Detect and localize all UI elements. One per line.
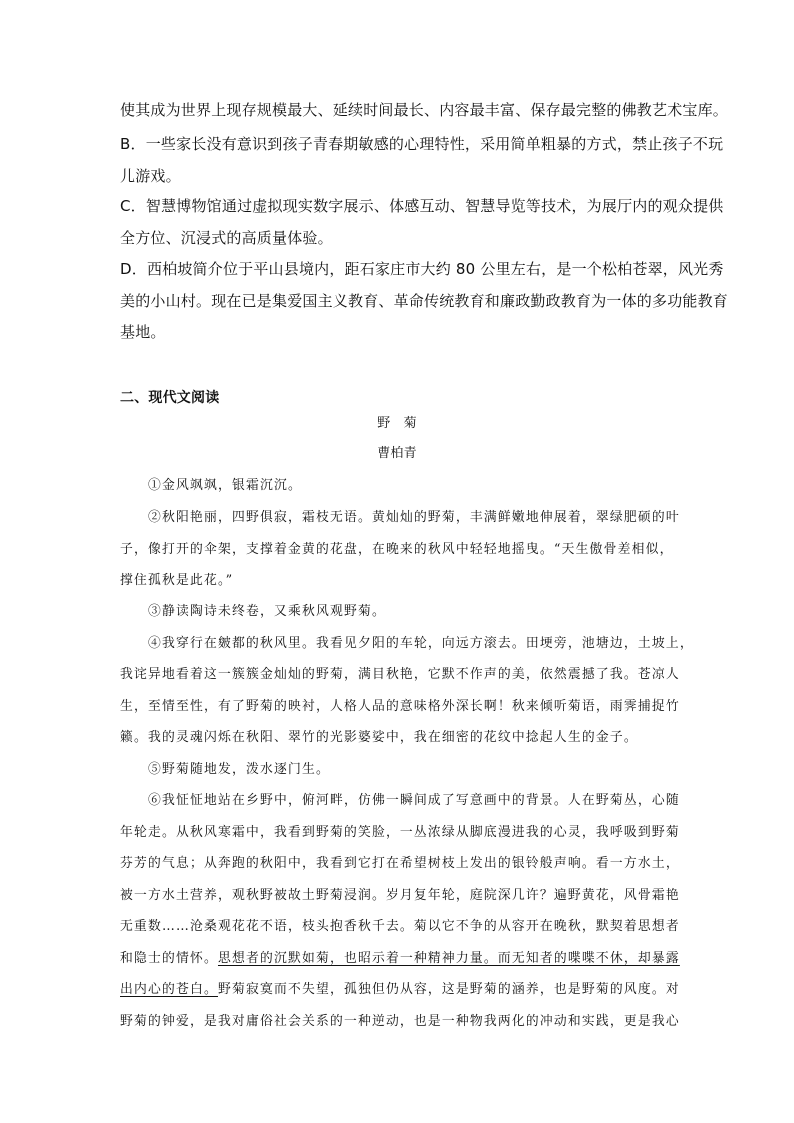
paragraph-4-line: 我诧异地看着这一簇簇金灿灿的野菊，满目秋艳，它默不作声的美，依然震撼了我。苍凉人	[120, 667, 680, 682]
paragraph-6-line: 野菊的钟爱，是我对庸俗社会关系的一种逆动，也是一种物我两化的冲动和实践，更是我心	[120, 1014, 680, 1029]
text-line: 美的小山村。现在已是集爱国主义教育、革命传统教育和廉政勤政教育为一体的多功能教育	[120, 292, 729, 310]
paragraph-2-line: 撑住孤秋是此花。”	[120, 573, 234, 588]
paragraph-6-line	[120, 980, 680, 1000]
paragraph-6-line: 被一方水土营养，观秋野被故土野菊浸润。岁月复年轮，庭院深几许？遍野黄花，风骨霜艳	[120, 888, 680, 903]
paragraph-4-line: ④我穿行在皴都的秋风里。我看见夕阳的车轮，向远方滚去。田埂旁，池塘边，土坡上，	[148, 636, 694, 651]
plain-text: 野菊寂寞而不失望，孤独但仍从容，这是野菊的涵养，也是野菊的风度。对	[217, 982, 680, 997]
paragraph-6-line: 年轮走。从秋风寒霜中，我看到野菊的笑脸，一丛浓绿从脚底漫进我的心灵，我呼吸到野菊	[120, 825, 680, 840]
paragraph-6-line: 芬芳的气息；从奔跑的秋阳中，我看到它打在希望树枝上发出的银铃般声响。看一方水土，	[120, 856, 680, 871]
article-title: 野 菊	[377, 416, 417, 431]
text-line: 基地。	[120, 323, 166, 341]
article-author: 曹柏青	[377, 446, 417, 461]
text-line: 使其成为世界上现存规模最大、延续时间最长、内容最丰富、保存最完整的佛教艺术宝库。	[120, 101, 729, 119]
paragraph-5: ⑤野菊随地发，泼水逐门生。	[148, 762, 330, 777]
paragraph-2-line: 子，像打开的伞架，支撑着金黄的花盘，在晚来的秋风中轻轻地摇曳。“天生傲骨差相似，	[120, 542, 674, 557]
text-line: 儿游戏。	[120, 167, 181, 185]
paragraph-2-line: ②秋阳艳丽，四野俱寂，霜枝无语。黄灿灿的野菊，丰满鲜嫩地伸展着，翠绿肥硕的叶	[148, 510, 680, 525]
option-c-line: C．智慧博物馆通过虚拟现实数字展示、体感互动、智慧导览等技术，为展厅内的观众提供	[120, 197, 724, 215]
text-line: 全方位、沉浸式的高质量体验。	[120, 229, 333, 247]
paragraph-6-line: ⑥我怔怔地站在乡野中，俯河畔，仿佛一瞬间成了写意画中的背景。人在野菊丛，心随	[148, 793, 680, 808]
paragraph-3: ③静读陶诗未终卷，又乘秋风观野菊。	[148, 604, 386, 619]
option-b-line: B．一些家长没有意识到孩子青春期敏感的心理特性，采用简单粗暴的方式，禁止孩子不玩	[120, 135, 724, 153]
underlined-sentence: 思想者的沉默如菊，也昭示着一种精神力量。而无知者的喋喋不休，却暴露	[217, 951, 680, 966]
plain-text: 和隐士的情怀。	[120, 951, 218, 966]
paragraph-6-line	[120, 949, 680, 969]
paragraph-4-line: 生，至情至性，有了野菊的映衬，人格人品的意味格外深长啊！秋来倾听菊语，雨霁捕捉竹	[120, 699, 680, 714]
paragraph-4-line: 籁。我的灵魂闪烁在秋阳、翠竹的光影婆娑中，我在细密的花纹中捻起人生的金子。	[120, 730, 638, 745]
paragraph-1: ①金风飒飒，银霜沉沉。	[148, 478, 302, 493]
section-title: 二、现代文阅读	[120, 390, 220, 406]
paragraph-6-line: 无重数……沧桑观花花不语，枝头抱香秋千去。菊以它不争的从容开在晚秋，默契着思想者	[120, 919, 680, 934]
option-d-line: D．西柏坡简介位于平山县境内，距石家庄市大约 80 公里左右，是一个松柏苍翠，风光秀	[120, 260, 724, 278]
underlined-sentence: 出内心的苍白。	[120, 982, 218, 997]
